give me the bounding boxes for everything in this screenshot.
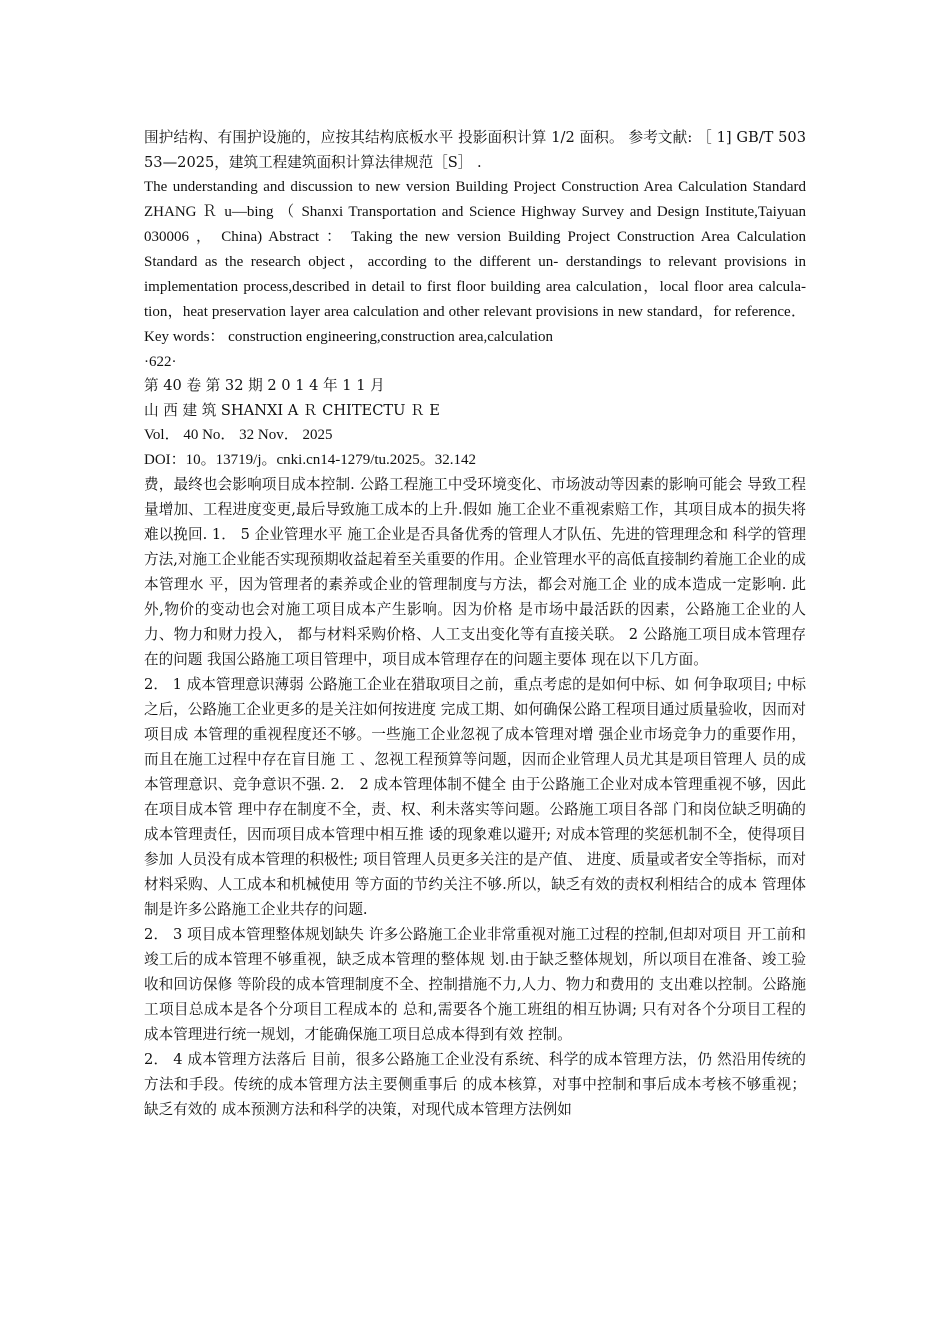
body-paragraph-4: 2． 4 成本管理方法落后 目前，很多公路施工企业没有系统、科学的成本管理方法，仍 然沿用传统的方法和手段。传统的成本管理方法主要侧重事后 的成本核算，对事中控制和事后成本考核不够重视； 缺乏有效的 成本预测方法和科学的决策，对现代成本管理方法例如 (144, 1051, 806, 1119)
english-abstract-paragraph: The understanding and discussion to new version Building Project Construction Area Calculation Standard ZHANG Ｒ u—bing （ Shanxi Transportation and Science Highway Survey and Design Institute,Taiyuan 030006 ， China) Abstract ： Taking the new version Building Project Construction Area Calculation Standard as the research object，according to the different un- derstandings to relevant provisions in implementation process,described in detail to first floor building area calculation，local floor area calcula- tion，heat preservation layer area calculation and other relevant provisions in new standard，for reference． Key words： construction engineering,construction area,calculation (144, 179, 806, 345)
body-paragraph-3: 2． 3 项目成本管理整体规划缺失 许多公路施工企业非常重视对施工过程的控制,但却对项目 开工前和竣工后的成本管理不够重视，缺乏成本管理的整体规 划.由于缺乏整体规划，所以项目在准备、竣工验收和回访保修 等阶段的成本管理制度不全、控制措施不力,人力、物力和费用的 支出难以控制。公路施工项目总成本是各个分项目工程成本的 总和,需要各个施工班组的相互协调; 只有对各个分项目工程的 成本管理进行统一规划，才能确保施工项目总成本得到有效 控制。 (144, 926, 806, 1044)
page-number: ·622· (144, 354, 177, 370)
reference-paragraph: 围护结构、有围护设施的，应按其结构底板水平 投影面积计算 1/2 面积。 参考文献: ［ 1] GB/T 50353—2025，建筑工程建筑面积计算法律规范［S］ . (144, 129, 806, 171)
body-paragraph-2: 2． 1 成本管理意识薄弱 公路施工企业在猎取项目之前，重点考虑的是如何中标、如 何争取项目; 中标之后，公路施工企业更多的是关注如何按进度 完成工期、如何确保公路工程项目通过质量验收，因而对项目成 本管理的重视程度还不够。一些施工企业忽视了成本管理对增 强企业市场竞争力的重要作用，而且在施工过程中存在盲目施 工 、忽视工程预算等问题，因而企业管理人员尤其是项目管理人 员的成本管理意识、竞争意识不强. 2． 2 成本管理体制不健全 由于公路施工企业对成本管理重视不够，因此在项目成本管 理中存在制度不全，责、权、利未落实等问题。公路施工项目各部 门和岗位缺乏明确的成本管理责任，因而项目成本管理中相互推 诿的现象难以避开; 对成本管理的奖惩机制不全，使得项目参加 人员没有成本管理的积极性; 项目管理人员更多关注的是产值、 进度、质量或者安全等指标，而对材料采购、人工成本和机械使用 等方面的节约关注不够.所以，缺乏有效的责权利相结合的成本 管理体制是许多公路施工企业共存的问题. (144, 676, 806, 919)
journal-issue-en: Vol． 40 No． 32 Nov． 2025 (144, 427, 333, 444)
journal-issue-cn: 第 40 卷 第 32 期 2 0 1 4 年 1 1 月 (144, 377, 385, 395)
journal-doi: DOI：10。13719/j。cnki.cn14-1279/tu.2025。32.142 (144, 451, 477, 468)
document-content (144, 125, 806, 1122)
body-paragraph-1: 费，最终也会影响项目成本控制. 公路工程施工中受环境变化、市场波动等因素的影响可能会 导致工程量增加、工程进度变更,最后导致施工成本的上升.假如 施工企业不重视索赔工作，其项目成本的损失将难以挽回. 1． 5 企业管理水平 施工企业是否具备优秀的管理人才队伍、先进的管理理念和 科学的管理方法,对施工企业能否实现预期收益起着至关重要的作用。企业管理水平的高低直接制约着施工企业的成本管理水 平，因为管理者的素养或企业的管理制度与方法，都会对施工企 业的成本造成一定影响. 此外,物价的变动也会对施工项目成本产生影响。因为价格 是市场中最活跃的因素，公路施工企业的人力、物力和财力投入， 都与材料采购价格、人工支出变化等有直接关联。 2 公路施工项目成本管理存在的问题 我国公路施工项目管理中，项目成本管理存在的问题主要体 现在以下几方面。 (144, 476, 806, 669)
journal-name: 山 西 建 筑 SHANXI A Ｒ CHITECTU Ｒ E (144, 401, 440, 419)
